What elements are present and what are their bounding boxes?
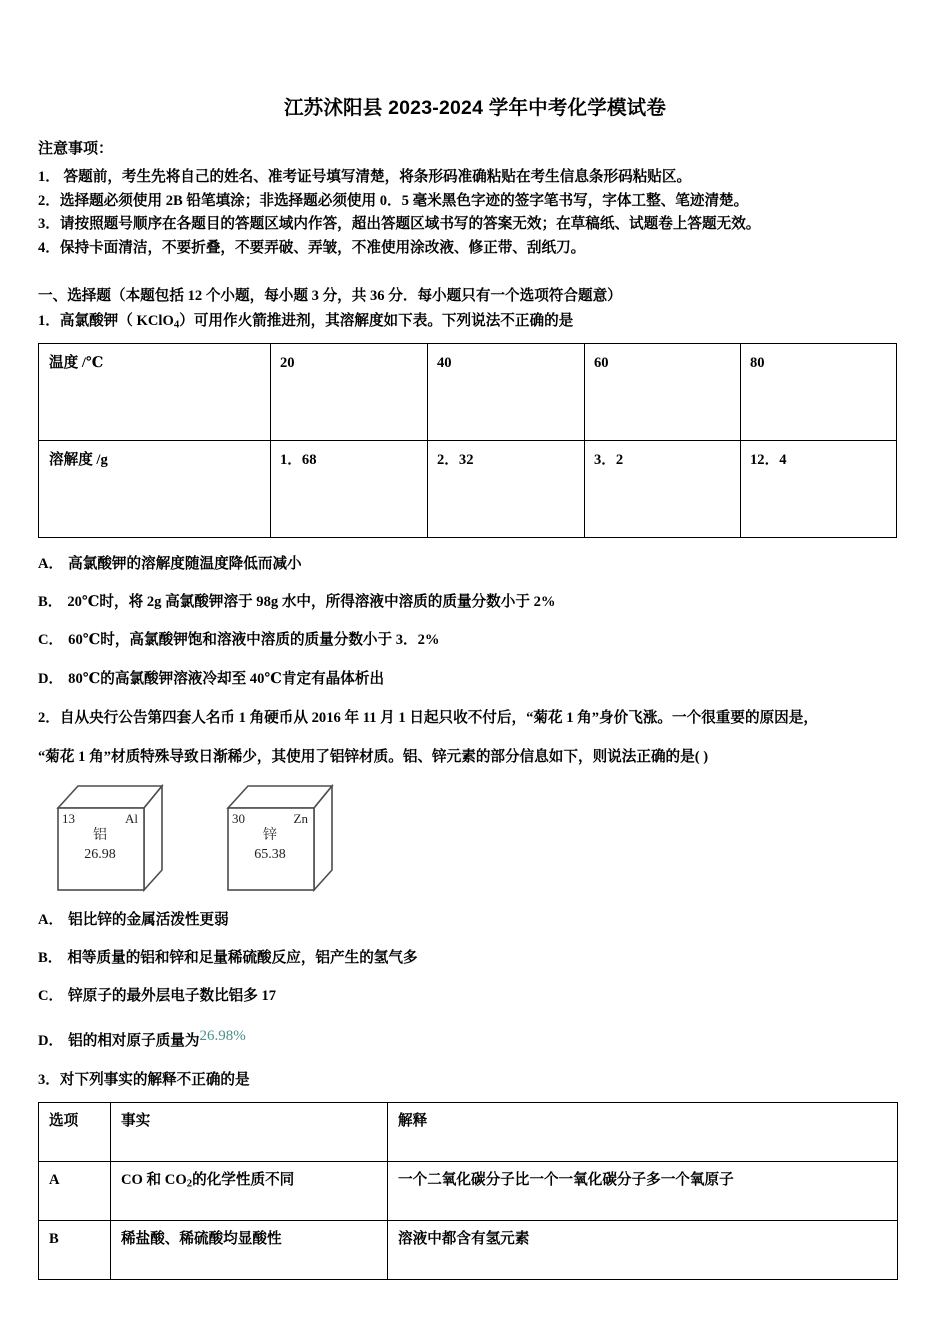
explanation-cell: 一个二氧化碳分子比一个一氧化碳分子多一个氧原子	[388, 1162, 898, 1221]
question-1-option-b	[38, 591, 912, 614]
highlighted-value: 26.98%	[199, 1027, 246, 1044]
cube-top-line	[228, 811, 312, 827]
question-1-option-a	[38, 553, 912, 576]
temperature-cell: 60	[585, 343, 741, 440]
question-1-option-c	[38, 629, 912, 652]
solubility-cell: 1．68	[271, 440, 428, 537]
solubility-row-label: 温度 /℃	[39, 343, 271, 440]
cube-face-content	[228, 811, 312, 864]
option-marker: D．	[38, 1032, 64, 1049]
option-text: 铝比锌的金属活泼性更弱	[68, 911, 229, 928]
temperature-cell: 80	[741, 343, 897, 440]
element-name: 锌	[263, 827, 277, 843]
option-label: A	[39, 1162, 111, 1221]
question-1-option-d	[38, 668, 912, 691]
cube-face-content	[58, 811, 142, 864]
question-2-option-b	[38, 947, 912, 970]
option-text: 60℃时，高氯酸钾饱和溶液中溶质的质量分数小于 3．2%	[68, 632, 440, 649]
page-content	[38, 96, 912, 1280]
fact-suffix: 的化学性质不同	[192, 1172, 295, 1189]
table-row	[39, 1162, 898, 1221]
page-title: 江苏沭阳县 2023-2024 学年中考化学模试卷	[283, 97, 667, 119]
notice-list	[38, 166, 912, 261]
element-symbol: Zn	[293, 810, 308, 826]
fact-prefix: 稀盐酸、稀硫酸均显酸性	[121, 1231, 282, 1248]
atomic-mass: 26.98	[84, 846, 116, 862]
option-marker: A．	[38, 555, 64, 572]
atomic-mass: 65.38	[254, 846, 286, 862]
temperature-cell: 40	[428, 343, 585, 440]
solubility-cell: 3．2	[585, 440, 741, 537]
element-cube-zinc	[226, 784, 334, 894]
option-marker: C．	[38, 632, 64, 649]
fact-subscript: 2	[186, 1177, 193, 1190]
table-row	[39, 343, 897, 440]
notice-item: 2．选择题必须使用 2B 铅笔填涂；非选择题必须使用 0．5 毫米黑色字迹的签字笔书写，字体工整、笔迹清楚。	[38, 192, 749, 209]
element-symbol: Al	[125, 810, 138, 826]
notice-heading: 注意事项：	[38, 141, 114, 158]
option-text: 铝的相对原子质量为	[68, 1032, 200, 1049]
column-header-explanation: 解释	[388, 1103, 898, 1162]
question-2-option-a	[38, 909, 912, 932]
atomic-number: 30	[232, 810, 245, 826]
option-text: 相等质量的铝和锌和足量稀硫酸反应，铝产生的氢气多	[67, 950, 418, 967]
option-marker: B．	[38, 593, 63, 610]
option-label: B	[39, 1221, 111, 1280]
question-2-stem-line1: 2．自从央行公告第四套人名币 1 角硬币从 2016 年 11 月 1 日起只收不付后，“菊花 1 角”身价飞涨。一个很重要的原因是，	[38, 710, 818, 727]
atomic-number: 13	[62, 810, 75, 826]
question-1-stem	[38, 310, 912, 334]
table-row	[39, 1221, 898, 1280]
temperature-cell: 20	[271, 343, 428, 440]
notice-item: 4．保持卡面清洁，不要折叠，不要弄破、弄皱，不准使用涂改液、修正带、刮纸刀。	[38, 240, 586, 257]
option-text: 20℃时，将 2g 高氯酸钾溶于 98g 水中，所得溶液中溶质的质量分数小于 2%	[67, 593, 556, 610]
q1-stem-suffix: ）可用作火箭推进剂，其溶解度如下表。下列说法不正确的是	[179, 313, 574, 329]
q1-stem-prefix: 1．高氯酸钾（ KClO	[38, 313, 174, 329]
notice-item: 1． 答题前，考生先将自己的姓名、准考证号填写清楚，将条形码准确粘贴在考生信息条形码粘贴区。	[38, 169, 692, 186]
question-2-option-c	[38, 985, 912, 1008]
solubility-cell: 12．4	[741, 440, 897, 537]
option-marker: C．	[38, 988, 64, 1005]
solubility-row-label: 溶解度 /g	[39, 440, 271, 537]
question-2-stem-line2: “菊花 1 角”材质特殊导致日渐稀少，其使用了铝锌材质。铝、锌元素的部分信息如下，则说法正确的是( )	[38, 749, 709, 766]
fact-cell	[111, 1162, 388, 1221]
solubility-cell: 2．32	[428, 440, 585, 537]
fact-cell	[111, 1221, 388, 1280]
column-header-fact: 事实	[111, 1103, 388, 1162]
solubility-table	[38, 343, 897, 538]
option-marker: B．	[38, 950, 63, 967]
element-cube-aluminium	[56, 784, 164, 894]
element-name: 铝	[93, 827, 107, 843]
option-text: 80℃的高氯酸钾溶液冷却至 40℃肯定有晶体析出	[68, 670, 385, 687]
fact-prefix: CO 和 CO	[121, 1172, 187, 1189]
option-text: 高氯酸钾的溶解度随温度降低而减小	[68, 555, 302, 572]
option-marker: A．	[38, 911, 64, 928]
notice-item: 3．请按照题号顺序在各题目的答题区域内作答，超出答题区域书写的答案无效；在草稿纸、试题卷上答题无效。	[38, 216, 761, 233]
explanation-cell: 溶液中都含有氢元素	[388, 1221, 898, 1280]
question-2-option-d	[38, 1024, 912, 1053]
option-text: 锌原子的最外层电子数比铝多 17	[68, 988, 277, 1005]
section-heading: 一、选择题（本题包括 12 个小题，每小题 3 分，共 36 分．每小题只有一个选项符合题意）	[38, 287, 622, 304]
cube-top-line	[58, 811, 142, 827]
question-3-stem: 3．对下列事实的解释不正确的是	[38, 1072, 250, 1089]
facts-explanation-table	[38, 1102, 898, 1280]
table-header-row	[39, 1103, 898, 1162]
element-cube-row	[38, 784, 912, 894]
column-header-option: 选项	[39, 1103, 111, 1162]
table-row	[39, 440, 897, 537]
q1-stem-subscript: 4	[173, 318, 180, 331]
option-marker: D．	[38, 670, 64, 687]
